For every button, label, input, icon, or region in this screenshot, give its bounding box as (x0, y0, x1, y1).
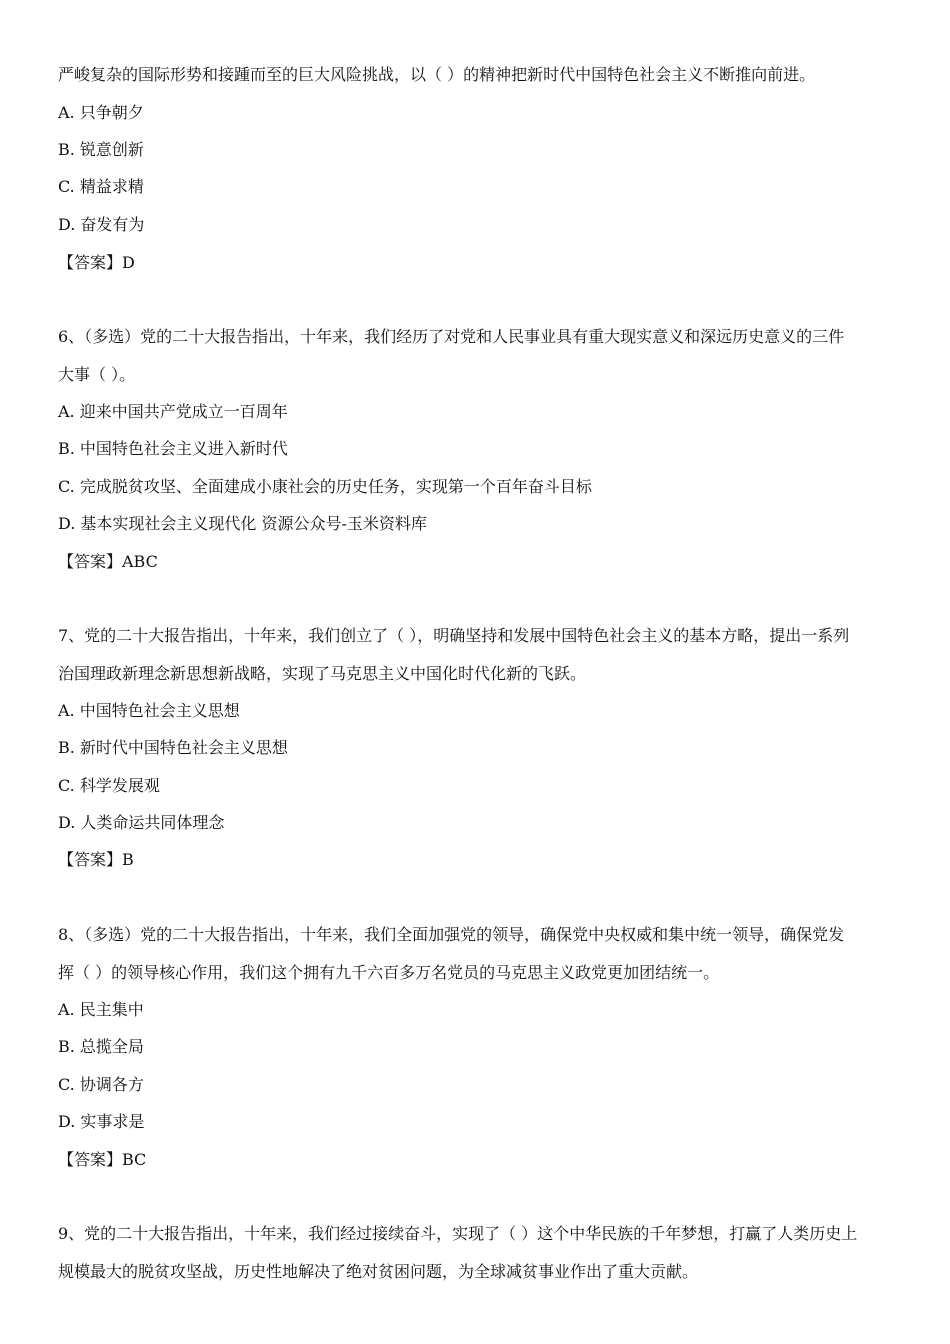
question-5-option-a: A. 只争朝夕 (58, 103, 144, 122)
question-8-answer: 【答案】BC (58, 1150, 147, 1169)
question-5-text: 严峻复杂的国际形势和接踵而至的巨大风险挑战，以（ ）的精神把新时代中国特色社会主义不断推向前进。 (58, 65, 816, 84)
question-7-option-b: B. 新时代中国特色社会主义思想 (58, 738, 288, 757)
question-5-option-d: D. 奋发有为 (58, 215, 145, 234)
question-5-option-b: B. 锐意创新 (58, 140, 144, 159)
question-7-option-d: D. 人类命运共同体理念 (58, 813, 225, 832)
question-7-text-line-2: 治国理政新理念新思想新战略，实现了马克思主义中国化时代化新的飞跃。 (58, 664, 587, 683)
question-9-text-line-1: 9、党的二十大报告指出，十年来，我们经过接续奋斗，实现了（ ）这个中华民族的千年梦想，打赢了人类历史上 (58, 1224, 858, 1243)
question-6-option-a: A. 迎来中国共产党成立一百周年 (58, 402, 288, 421)
question-6-option-d: D. 基本实现社会主义现代化 资源公众号-玉米资料库 (58, 514, 427, 533)
question-6-option-c: C. 完成脱贫攻坚、全面建成小康社会的历史任务，实现第一个百年奋斗目标 (58, 477, 592, 496)
question-6-text-line-1: 6、（多选）党的二十大报告指出，十年来，我们经历了对党和人民事业具有重大现实意义和深远历史意义的三件 (58, 327, 845, 346)
question-8-text-line-1: 8、（多选）党的二十大报告指出，十年来，我们全面加强党的领导，确保党中央权威和集中统一领导，确保党发 (58, 925, 845, 944)
question-8-option-b: B. 总揽全局 (58, 1037, 144, 1056)
question-8-text-line-2: 挥（ ）的领导核心作用，我们这个拥有九千六百多万名党员的马克思主义政党更加团结统一。 (58, 963, 720, 982)
question-6-text-line-2: 大事（ ）。 (58, 365, 136, 384)
question-7-answer: 【答案】B (58, 850, 134, 869)
question-6-answer: 【答案】ABC (58, 552, 158, 571)
question-8-option-a: A. 民主集中 (58, 1000, 144, 1019)
question-5-option-c: C. 精益求精 (58, 177, 144, 196)
question-5-answer: 【答案】D (58, 253, 135, 272)
question-7-text-line-1: 7、党的二十大报告指出，十年来，我们创立了（ ），明确坚持和发展中国特色社会主义的基本方略，提出一系列 (58, 626, 850, 645)
question-6-option-b: B. 中国特色社会主义进入新时代 (58, 439, 288, 458)
question-7-option-a: A. 中国特色社会主义思想 (58, 701, 240, 720)
question-8-option-d: D. 实事求是 (58, 1112, 145, 1131)
question-8-option-c: C. 协调各方 (58, 1075, 144, 1094)
question-7-option-c: C. 科学发展观 (58, 776, 160, 795)
question-9-text-line-2: 规模最大的脱贫攻坚战，历史性地解决了绝对贫困问题，为全球减贫事业作出了重大贡献。 (58, 1262, 699, 1281)
